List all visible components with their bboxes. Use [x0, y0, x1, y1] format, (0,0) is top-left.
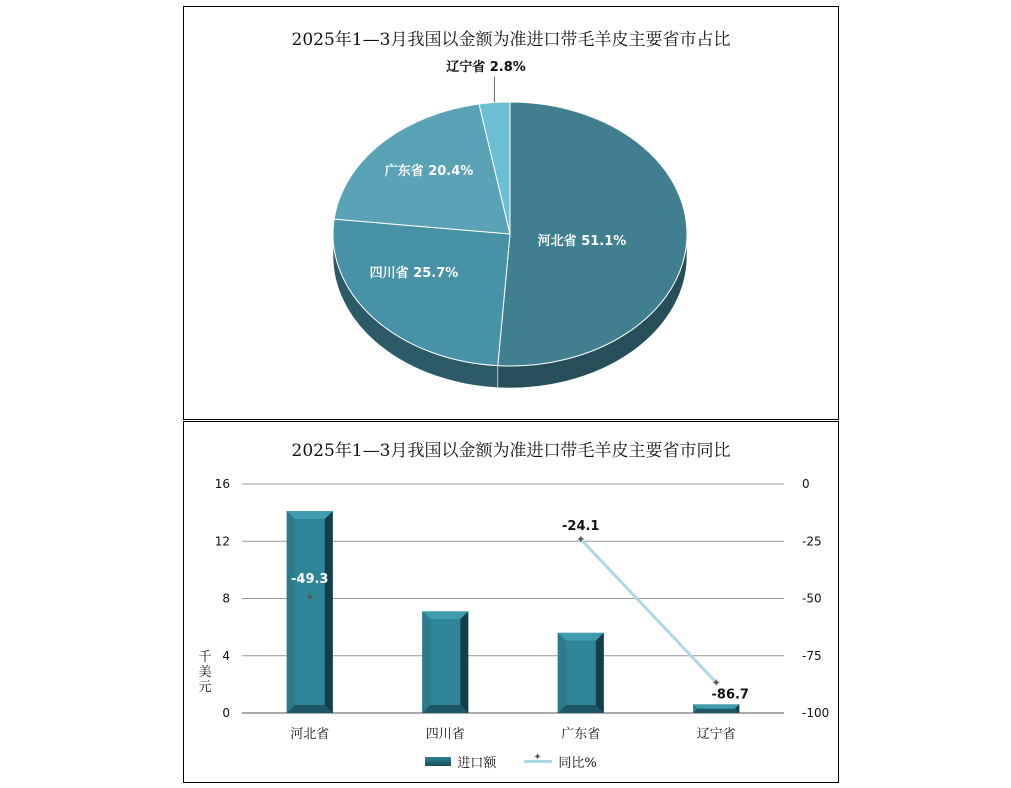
- y2-tick-4: 0: [802, 477, 810, 491]
- bar-2: [558, 633, 604, 713]
- y2-tick-1: -75: [802, 648, 822, 663]
- bar-1: [422, 611, 468, 713]
- y-tick-1: 4: [222, 648, 230, 663]
- pie-chart: [184, 7, 838, 419]
- yoy-label-0: -49.3: [291, 571, 329, 587]
- yoy-label-2: -24.1: [562, 519, 600, 535]
- pie-chart-panel: [183, 6, 839, 420]
- yoy-point-3: ✦: [711, 676, 721, 690]
- bar-chart: [184, 422, 838, 782]
- pie-label-0: 河北省 51.1%: [537, 234, 627, 249]
- y2-tick-0: -100: [802, 706, 830, 720]
- y2-tick-2: -50: [802, 591, 822, 606]
- y-tick-0: 0: [222, 706, 230, 720]
- bar-3: [693, 704, 739, 713]
- bar-chart-panel: [183, 421, 839, 783]
- y2-tick-3: -25: [802, 534, 822, 549]
- yoy-label-3: -86.7: [711, 687, 749, 703]
- pie-label-2: 广东省 20.4%: [384, 164, 474, 179]
- y-axis-label: 千美元: [198, 650, 212, 695]
- bar-chart-title: 2025年1—3月我国以金额为准进口带毛羊皮主要省市同比: [291, 441, 731, 461]
- legend-label-yoy: 同比%: [558, 756, 597, 771]
- x-tick-3: 辽宁省: [696, 727, 736, 742]
- legend: [184, 752, 838, 771]
- pie-slice-1: [333, 219, 510, 366]
- legend-line-swatch: [524, 760, 552, 763]
- legend-item-yoy: [524, 752, 596, 771]
- x-tick-2: 广东省: [561, 727, 601, 742]
- bar-0: [287, 511, 333, 713]
- y-tick-3: 12: [214, 534, 230, 549]
- y-tick-2: 8: [222, 591, 230, 606]
- legend-bar-swatch: [425, 757, 451, 766]
- x-tick-0: 河北省: [290, 727, 330, 742]
- y-tick-4: 16: [214, 477, 230, 491]
- legend-item-import: [425, 752, 496, 771]
- yoy-point-2: ✦: [576, 533, 586, 547]
- pie-label-1: 四川省 25.7%: [369, 266, 459, 281]
- yoy-point-0: ✦: [305, 590, 315, 604]
- legend-label-import: 进口额: [457, 756, 497, 771]
- pie-chart-title: 2025年1—3月我国以金额为准进口带毛羊皮主要省市占比: [291, 30, 731, 50]
- x-tick-1: 四川省: [425, 727, 465, 742]
- pie-label-3: 辽宁省 2.8%: [446, 60, 526, 75]
